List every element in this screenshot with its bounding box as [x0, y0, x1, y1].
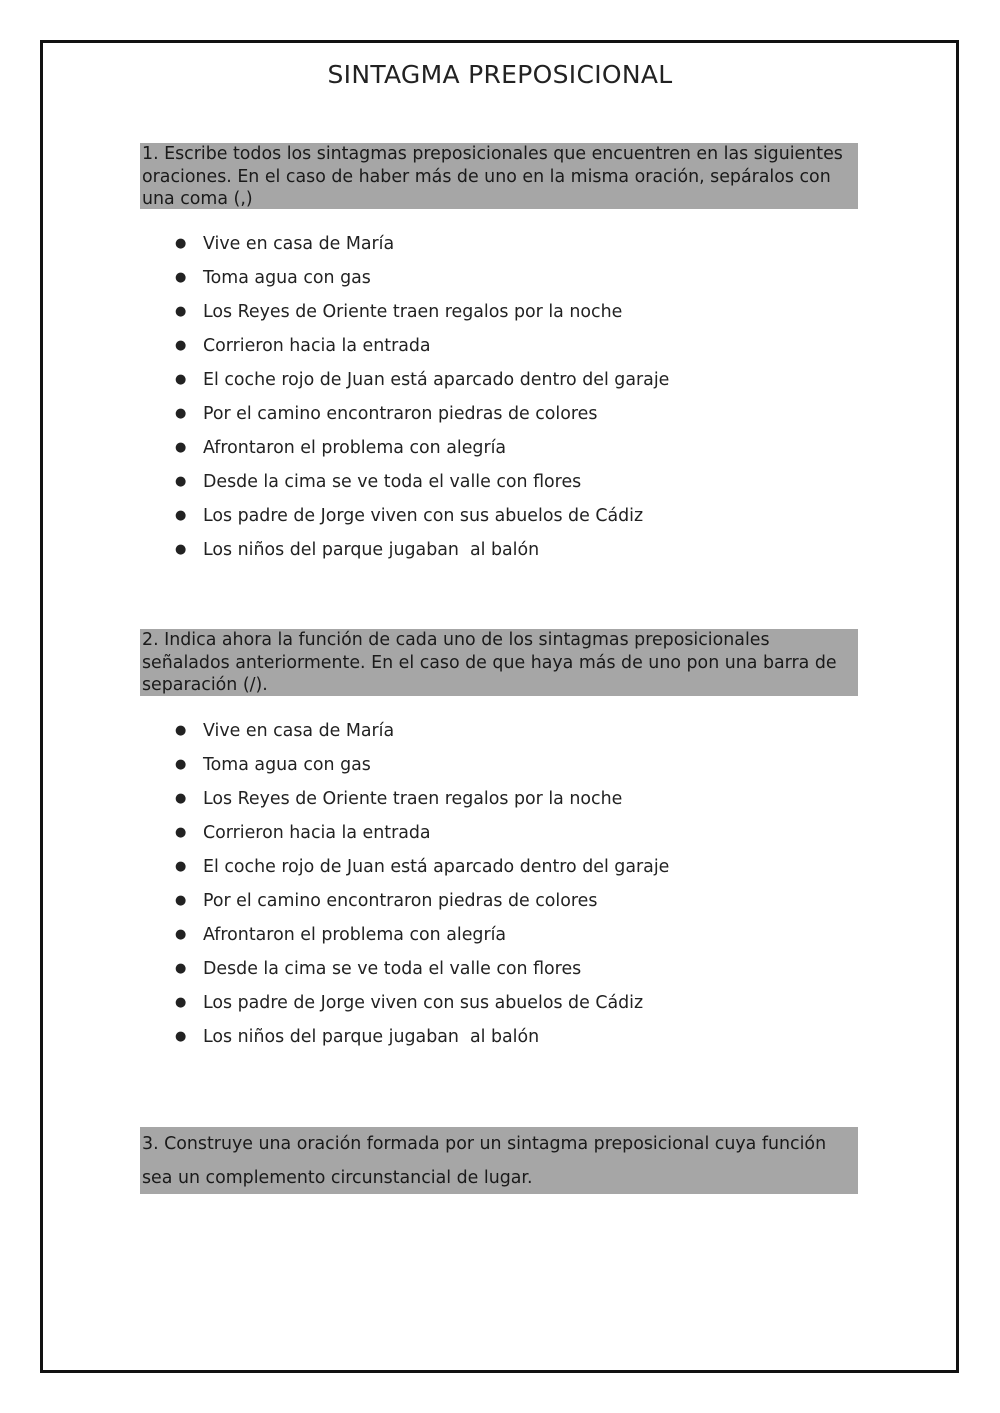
exercise-2-sentence-list [172, 716, 669, 1056]
sentence-text: Los niños del parque jugaban al balón [203, 540, 540, 560]
bullet-icon: ● [175, 542, 187, 557]
list-item [172, 365, 669, 399]
bullet-icon: ● [175, 338, 187, 353]
page-title: SINTAGMA PREPOSICIONAL [327, 60, 673, 89]
list-item [172, 818, 669, 852]
bullet-icon: ● [175, 440, 187, 455]
sentence-text: Toma agua con gas [203, 755, 371, 775]
sentence-text: Los niños del parque jugaban al balón [203, 1027, 540, 1047]
sentence-text: Corrieron hacia la entrada [203, 823, 431, 843]
sentence-text: Los Reyes de Oriente traen regalos por la noche [203, 789, 623, 809]
bullet-icon: ● [175, 474, 187, 489]
sentence-text: Por el camino encontraron piedras de colores [203, 891, 598, 911]
bullet-icon: ● [175, 508, 187, 523]
bullet-icon: ● [175, 825, 187, 840]
bullet-icon: ● [175, 859, 187, 874]
exercise-3-prompt: 3. Construye una oración formada por un sintagma preposicional cuya función sea un complemento circunstancial de lugar. [140, 1127, 858, 1194]
sentence-text: El coche rojo de Juan está aparcado dentro del garaje [203, 857, 670, 877]
list-item [172, 263, 669, 297]
sentence-text: Por el camino encontraron piedras de colores [203, 404, 598, 424]
bullet-icon: ● [175, 1029, 187, 1044]
list-item [172, 716, 669, 750]
bullet-icon: ● [175, 791, 187, 806]
sentence-text: Los padre de Jorge viven con sus abuelos de Cádiz [203, 993, 644, 1013]
exercise-1-sentence-list [172, 229, 669, 569]
list-item [172, 535, 669, 569]
list-item [172, 750, 669, 784]
list-item [172, 467, 669, 501]
list-item [172, 954, 669, 988]
list-item [172, 784, 669, 818]
bullet-icon: ● [175, 270, 187, 285]
sentence-text: Vive en casa de María [203, 234, 395, 254]
list-item [172, 852, 669, 886]
sentence-text: Afrontaron el problema con alegría [203, 925, 507, 945]
sentence-text: Corrieron hacia la entrada [203, 336, 431, 356]
sentence-text: Vive en casa de María [203, 721, 395, 741]
bullet-icon: ● [175, 961, 187, 976]
bullet-icon: ● [175, 893, 187, 908]
bullet-icon: ● [175, 757, 187, 772]
exercise-2-prompt: 2. Indica ahora la función de cada uno de los sintagmas preposicionales señalados anteriormente. En el caso de que haya más de uno pon una barra de separación (/). [140, 629, 858, 696]
list-item [172, 988, 669, 1022]
list-item [172, 920, 669, 954]
bullet-icon: ● [175, 927, 187, 942]
list-item [172, 501, 669, 535]
list-item [172, 331, 669, 365]
list-item [172, 1022, 669, 1056]
sentence-text: Desde la cima se ve toda el valle con flores [203, 472, 582, 492]
bullet-icon: ● [175, 236, 187, 251]
sentence-text: Los padre de Jorge viven con sus abuelos de Cádiz [203, 506, 644, 526]
sentence-text: Desde la cima se ve toda el valle con flores [203, 959, 582, 979]
bullet-icon: ● [175, 406, 187, 421]
list-item [172, 433, 669, 467]
list-item [172, 297, 669, 331]
sentence-text: Los Reyes de Oriente traen regalos por la noche [203, 302, 623, 322]
bullet-icon: ● [175, 372, 187, 387]
list-item [172, 886, 669, 920]
list-item [172, 229, 669, 263]
sentence-text: El coche rojo de Juan está aparcado dentro del garaje [203, 370, 670, 390]
list-item [172, 399, 669, 433]
sentence-text: Toma agua con gas [203, 268, 371, 288]
exercise-1-prompt: 1. Escribe todos los sintagmas preposicionales que encuentren en las siguientes oraciones. En el caso de haber más de uno en la misma oración, sepáralos con una coma (,) [140, 143, 858, 209]
sentence-text: Afrontaron el problema con alegría [203, 438, 507, 458]
bullet-icon: ● [175, 995, 187, 1010]
bullet-icon: ● [175, 304, 187, 319]
bullet-icon: ● [175, 723, 187, 738]
